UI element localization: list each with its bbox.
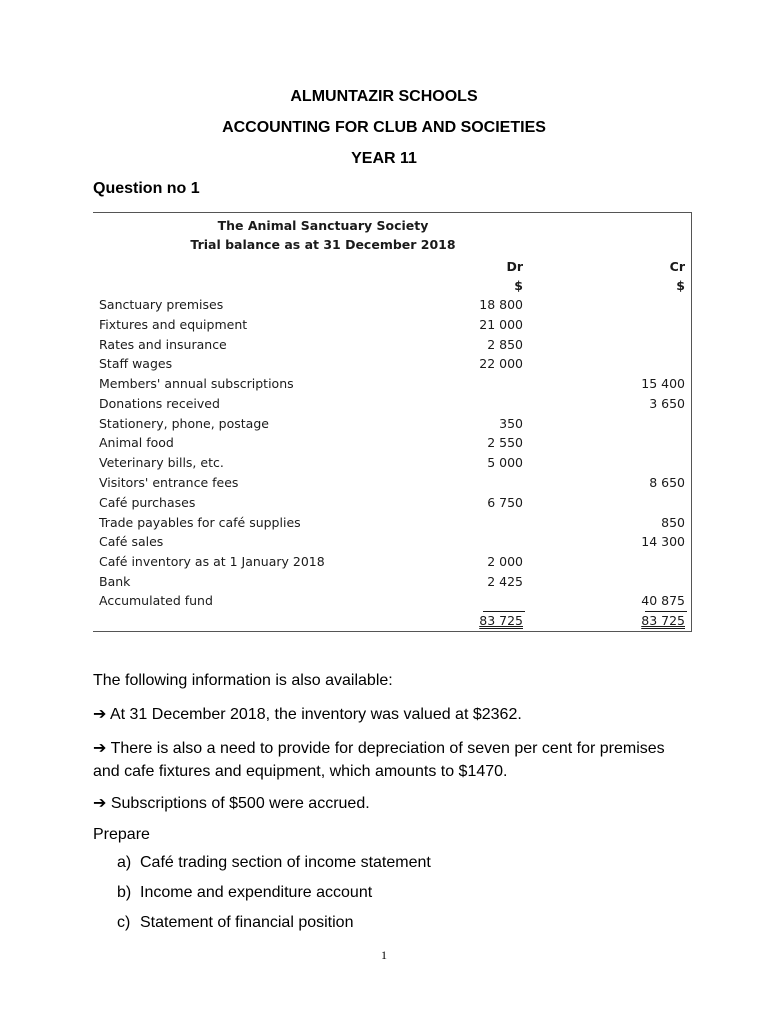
part-text: Café trading section of income statement — [140, 854, 431, 871]
row-dr: 5 000 — [487, 455, 523, 470]
row-label: Café inventory as at 1 January 2018 — [99, 554, 325, 569]
row-dr: 2 000 — [487, 554, 523, 569]
trial-balance-subtitle: Trial balance as at 31 December 2018 — [190, 237, 456, 252]
cr-column-header: Cr — [669, 259, 685, 274]
row-cr: 40 875 — [641, 593, 685, 608]
row-cr: 3 650 — [649, 396, 685, 411]
part-text: Income and expenditure account — [140, 884, 373, 901]
tb-row — [93, 376, 691, 394]
dr-total-rule — [483, 611, 525, 612]
row-label: Trade payables for café supplies — [99, 515, 301, 530]
task-part-a — [117, 854, 431, 872]
tb-row — [93, 435, 691, 453]
tb-row — [93, 534, 691, 552]
info-item-inventory: ➔ At 31 December 2018, the inventory was valued at $2362. — [93, 706, 522, 723]
row-label: Fixtures and equipment — [99, 317, 248, 332]
task-part-b — [117, 884, 372, 902]
row-label: Café purchases — [99, 495, 196, 510]
part-marker: b) — [117, 884, 132, 901]
tb-row — [93, 495, 691, 513]
row-dr: 6 750 — [487, 495, 523, 510]
tb-row — [93, 475, 691, 493]
row-cr: 14 300 — [641, 534, 685, 549]
row-cr: 15 400 — [641, 376, 685, 391]
info-intro: The following information is also available: — [93, 672, 393, 689]
total-cr: 83 725 — [641, 613, 685, 628]
part-text: Statement of financial position — [140, 914, 354, 931]
tb-row — [93, 297, 691, 315]
dr-currency: $ — [514, 278, 523, 293]
row-label: Bank — [99, 574, 131, 589]
row-label: Stationery, phone, postage — [99, 416, 269, 431]
prepare-label: Prepare — [93, 826, 150, 843]
row-dr: 2 850 — [487, 337, 523, 352]
year-label: YEAR 11 — [351, 150, 417, 167]
task-part-c — [117, 914, 353, 932]
row-label: Animal food — [99, 435, 174, 450]
tb-row — [93, 515, 691, 533]
info-item-depreciation: ➔ There is also a need to provide for depreciation of seven per cent for premises and cafe fixtures and equipment, which amounts to $1470. — [93, 740, 665, 780]
row-label: Staff wages — [99, 356, 173, 371]
info-item-subscriptions: ➔ Subscriptions of $500 were accrued. — [93, 795, 370, 812]
tb-row — [93, 356, 691, 374]
page-number: 1 — [381, 948, 387, 962]
row-cr: 850 — [661, 515, 685, 530]
tb-row — [93, 574, 691, 592]
cr-currency: $ — [676, 278, 685, 293]
trial-balance-title: The Animal Sanctuary Society — [217, 218, 429, 233]
dr-column-header: Dr — [506, 259, 523, 274]
cr-total-rule — [645, 611, 687, 612]
row-dr: 18 800 — [479, 297, 523, 312]
trial-balance-table — [93, 212, 692, 632]
school-name: ALMUNTAZIR SCHOOLS — [290, 88, 478, 105]
row-label: Visitors' entrance fees — [99, 475, 239, 490]
tb-row — [93, 554, 691, 572]
row-dr: 2 425 — [487, 574, 523, 589]
tb-row — [93, 416, 691, 434]
row-label: Donations received — [99, 396, 220, 411]
subject-title: ACCOUNTING FOR CLUB AND SOCIETIES — [222, 119, 546, 136]
tb-row — [93, 337, 691, 355]
row-label: Veterinary bills, etc. — [99, 455, 224, 470]
tb-total-row — [93, 613, 691, 631]
tb-row — [93, 396, 691, 414]
row-label: Rates and insurance — [99, 337, 227, 352]
row-label: Café sales — [99, 534, 164, 549]
total-dr: 83 725 — [479, 613, 523, 628]
row-label: Accumulated fund — [99, 593, 213, 608]
part-marker: c) — [117, 914, 131, 931]
row-dr: 22 000 — [479, 356, 523, 371]
tb-row — [93, 455, 691, 473]
tb-row — [93, 593, 691, 611]
row-label: Sanctuary premises — [99, 297, 224, 312]
row-dr: 21 000 — [479, 317, 523, 332]
question-title: Question no 1 — [93, 180, 200, 197]
row-dr: 350 — [499, 416, 523, 431]
part-marker: a) — [117, 854, 132, 871]
tb-row — [93, 317, 691, 335]
row-dr: 2 550 — [487, 435, 523, 450]
row-label: Members' annual subscriptions — [99, 376, 294, 391]
row-cr: 8 650 — [649, 475, 685, 490]
